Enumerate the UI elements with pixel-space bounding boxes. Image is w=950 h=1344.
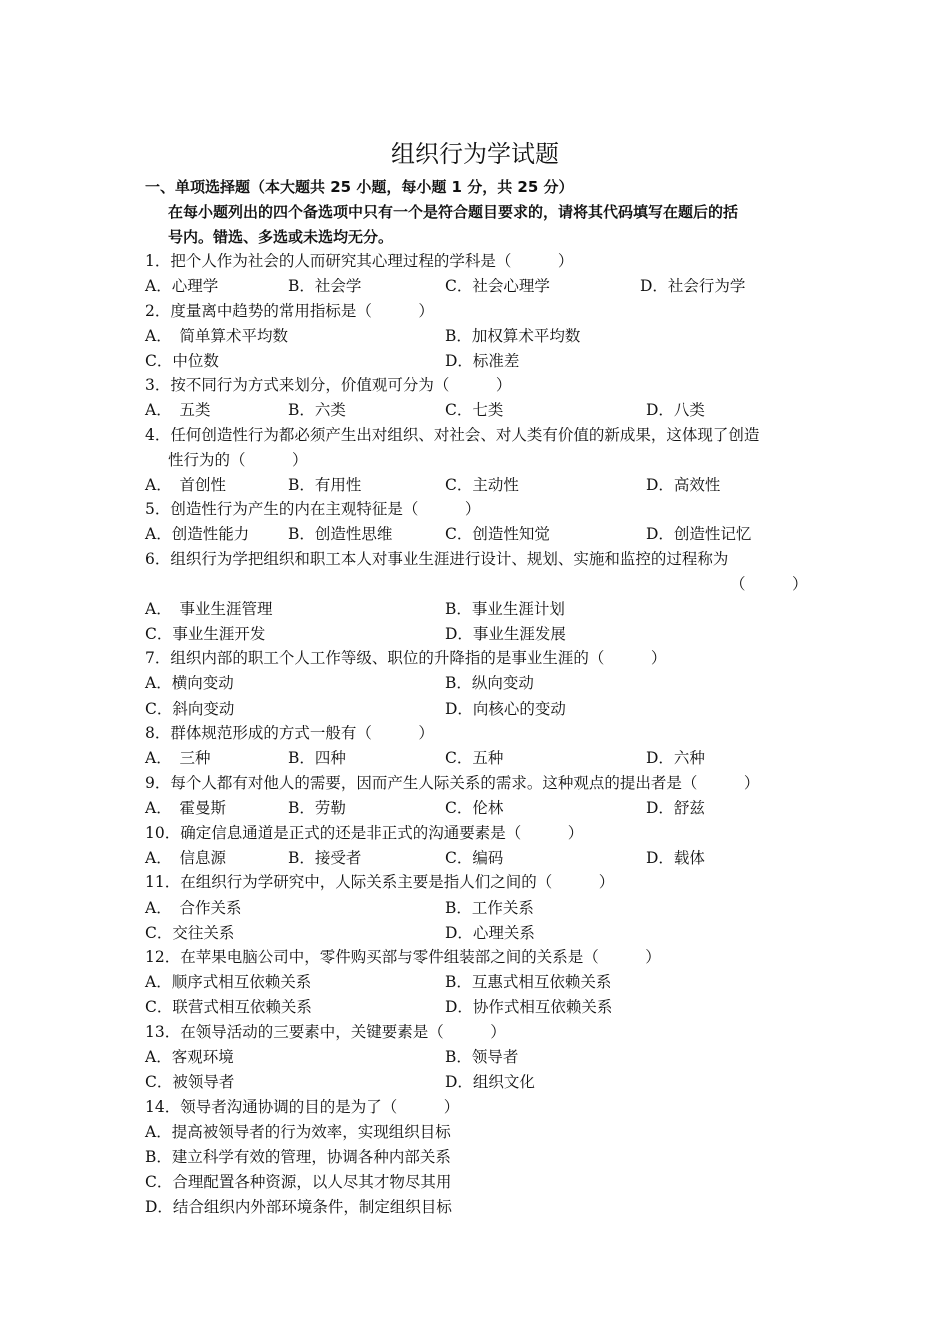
option-b: B．建立科学有效的管理，协调各种内部关系: [145, 1148, 451, 1166]
option-c: C．编码: [445, 849, 504, 867]
option-d: D．八类: [646, 401, 705, 419]
option-b: B．纵向变动: [445, 674, 534, 692]
option-a: A． 合作关系: [145, 899, 242, 917]
option-b: B．工作关系: [445, 899, 534, 917]
question-stem: 6．组织行为学把组织和职工本人对事业生涯进行设计、规划、实施和监控的过程称为: [145, 550, 729, 568]
option-b: B．领导者: [445, 1048, 519, 1066]
question-stem: 10．确定信息通道是正式的还是非正式的沟通要素是（ ）: [145, 824, 584, 842]
option-c: C．创造性知觉: [445, 525, 550, 543]
question-stem: 1．把个人作为社会的人而研究其心理过程的学科是（ ）: [145, 252, 574, 270]
option-d: D．组织文化: [445, 1073, 535, 1091]
option-c: C．斜向变动: [145, 700, 235, 718]
option-a: A．客观环境: [145, 1048, 234, 1066]
option-d: D．高效性: [646, 476, 721, 494]
question-stem: 2．度量离中趋势的常用指标是（ ）: [145, 302, 434, 320]
question-stem: 14．领导者沟通协调的目的是为了（ ）: [145, 1098, 460, 1116]
question-stem: 8．群体规范形成的方式一般有（ ）: [145, 724, 434, 742]
option-a: A．心理学: [145, 277, 219, 295]
option-a: A． 三种: [145, 749, 211, 767]
option-d: D．心理关系: [445, 924, 535, 942]
option-b: B．加权算术平均数: [445, 327, 581, 345]
option-d: D．结合组织内外部环境条件，制定组织目标: [145, 1198, 452, 1216]
option-a: A． 简单算术平均数: [145, 327, 288, 345]
question-stem: 11．在组织行为学研究中，人际关系主要是指人们之间的（ ）: [145, 873, 615, 891]
question-stem: 7．组织内部的职工个人工作等级、职位的升降指的是事业生涯的（ ）: [145, 649, 667, 667]
option-c: C．五种: [445, 749, 504, 767]
option-b: B．事业生涯计划: [445, 600, 565, 618]
option-b: B．六类: [288, 401, 346, 419]
option-c: C．被领导者: [145, 1073, 235, 1091]
option-c: C．中位数: [145, 352, 219, 370]
option-a: A． 首创性: [145, 476, 226, 494]
option-b: B．四种: [288, 749, 346, 767]
option-d: D．舒兹: [646, 799, 705, 817]
option-b: B．互惠式相互依赖关系: [445, 973, 612, 991]
option-a: A．提高被领导者的行为效率，实现组织目标: [145, 1123, 451, 1141]
question-stem: 13．在领导活动的三要素中，关键要素是（ ）: [145, 1023, 506, 1041]
option-b: B．社会学: [288, 277, 362, 295]
option-d: D．载体: [646, 849, 705, 867]
option-a: A． 信息源: [145, 849, 226, 867]
option-a: A． 五类: [145, 401, 211, 419]
question-stem: 4．任何创造性行为都必须产生出对组织、对社会、对人类有价值的新成果，这体现了创造: [145, 426, 760, 444]
instruction-line-2: 号内。错选、多选或未选均无分。: [168, 228, 394, 246]
option-c: C．七类: [445, 401, 504, 419]
option-b: B．劳勒: [288, 799, 346, 817]
option-c: C．合理配置各种资源，以人尽其才物尽其用: [145, 1173, 452, 1191]
question-stem: 5．创造性行为产生的内在主观特征是（ ）: [145, 500, 481, 518]
option-d: D．协作式相互依赖关系: [445, 998, 613, 1016]
option-d: D．向核心的变动: [445, 700, 566, 718]
option-a: A． 事业生涯管理: [145, 600, 273, 618]
option-d: D．创造性记忆: [646, 525, 752, 543]
section-heading: 一、单项选择题（本大题共 25 小题，每小题 1 分，共 25 分）: [145, 178, 574, 196]
option-b: B．有用性: [288, 476, 362, 494]
instruction-line-1: 在每小题列出的四个备选项中只有一个是符合题目要求的，请将其代码填写在题后的括: [168, 203, 739, 221]
option-a: A．横向变动: [145, 674, 234, 692]
option-b: B．创造性思维: [288, 525, 393, 543]
page-title: 组织行为学试题: [391, 140, 559, 168]
question-stem: 12．在苹果电脑公司中，零件购买部与零件组装部之间的关系是（ ）: [145, 948, 661, 966]
option-d: D．事业生涯发展: [445, 625, 566, 643]
option-d: D．社会行为学: [640, 277, 746, 295]
option-a: A．创造性能力: [145, 525, 250, 543]
question-stem-cont: 性行为的（ ）: [168, 451, 308, 469]
option-c: C．联营式相互依赖关系: [145, 998, 312, 1016]
option-b: B．接受者: [288, 849, 362, 867]
option-c: C．社会心理学: [445, 277, 550, 295]
question-stem: 3．按不同行为方式来划分，价值观可分为（ ）: [145, 376, 512, 394]
option-c: C．交往关系: [145, 924, 235, 942]
option-d: D．六种: [646, 749, 705, 767]
answer-parenthesis: （ ）: [730, 575, 808, 593]
option-c: C．伦林: [445, 799, 504, 817]
question-stem: 9．每个人都有对他人的需要，因而产生人际关系的需求。这种观点的提出者是（ ）: [145, 774, 760, 792]
option-c: C．主动性: [445, 476, 519, 494]
option-a: A．顺序式相互依赖关系: [145, 973, 312, 991]
option-d: D．标准差: [445, 352, 520, 370]
option-c: C．事业生涯开发: [145, 625, 266, 643]
option-a: A． 霍曼斯: [145, 799, 226, 817]
